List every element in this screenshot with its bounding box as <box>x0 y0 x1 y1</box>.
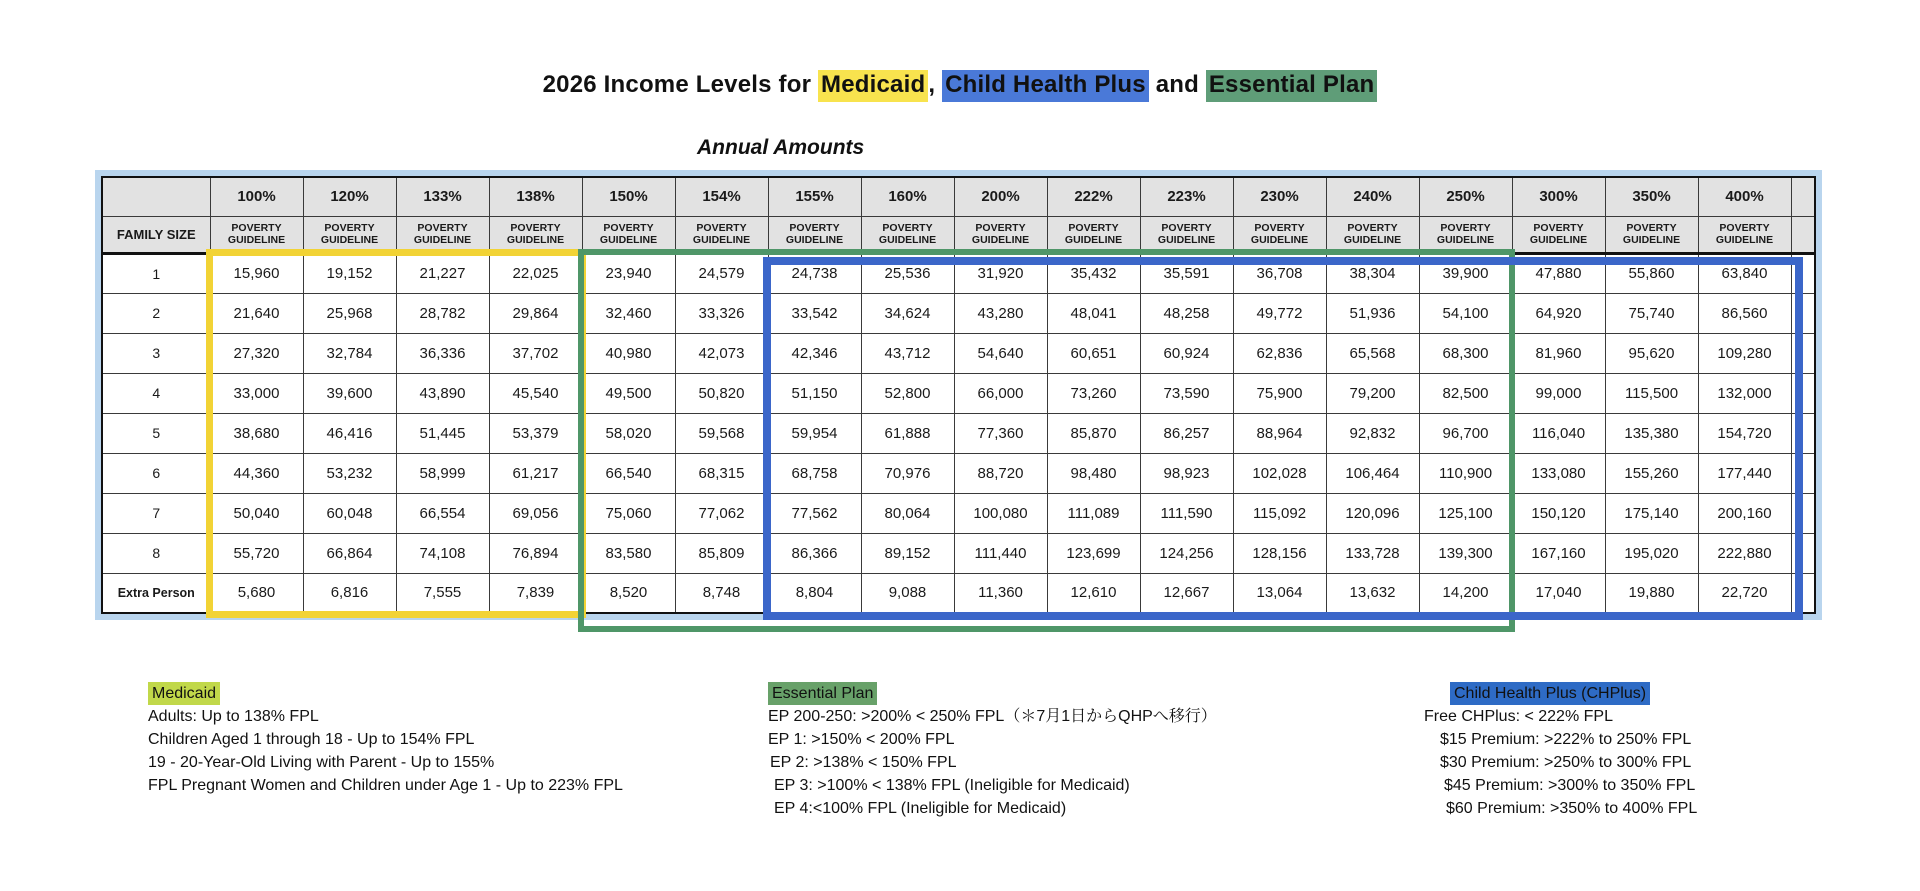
income-value-cell: 35,432 <box>1047 253 1140 293</box>
income-value-cell: 89,152 <box>861 533 954 573</box>
income-value-cell: 28,782 <box>396 293 489 333</box>
col-header-300%: 300% <box>1512 177 1605 216</box>
income-value-cell: 46,416 <box>303 413 396 453</box>
legend-line: $60 Premium: >350% to 400% FPL <box>1446 800 1698 817</box>
col-header-138%: 138% <box>489 177 582 216</box>
extra-col-cell <box>1791 293 1815 333</box>
income-value-cell: 155,260 <box>1605 453 1698 493</box>
income-value-cell: 8,804 <box>768 573 861 613</box>
income-value-cell: 25,536 <box>861 253 954 293</box>
income-value-cell: 24,738 <box>768 253 861 293</box>
title-medicaid-highlight: Medicaid <box>818 70 928 102</box>
legend-line: 19 - 20-Year-Old Living with Parent - Up to 155% <box>148 754 495 771</box>
legend-medicaid <box>148 682 623 797</box>
income-value-cell: 33,326 <box>675 293 768 333</box>
family-size-cell: Extra Person <box>102 573 210 613</box>
income-value-cell: 65,568 <box>1326 333 1419 373</box>
table-row <box>102 293 1815 333</box>
legend-line: $15 Premium: >222% to 250% FPL <box>1440 731 1692 748</box>
table-row <box>102 333 1815 373</box>
income-value-cell: 111,590 <box>1140 493 1233 533</box>
income-value-cell: 40,980 <box>582 333 675 373</box>
income-value-cell: 34,624 <box>861 293 954 333</box>
title-separator1: , <box>928 71 943 98</box>
income-value-cell: 13,632 <box>1326 573 1419 613</box>
income-value-cell: 48,041 <box>1047 293 1140 333</box>
legend-line: EP 200-250: >200% < 250% FPL（＊7月1日からQHPへ移行） <box>768 708 1217 725</box>
title-separator2: and <box>1148 71 1206 98</box>
income-value-cell: 29,864 <box>489 293 582 333</box>
income-value-cell: 36,708 <box>1233 253 1326 293</box>
income-value-cell: 31,920 <box>954 253 1047 293</box>
poverty-guideline-header: POVERTY GUIDELINE <box>861 216 954 253</box>
income-value-cell: 154,720 <box>1698 413 1791 453</box>
income-value-cell: 133,080 <box>1512 453 1605 493</box>
title-chplus-highlight: Child Health Plus <box>942 70 1149 102</box>
table-frame <box>95 170 1822 620</box>
table-body <box>102 253 1815 613</box>
income-value-cell: 60,651 <box>1047 333 1140 373</box>
income-value-cell: 66,000 <box>954 373 1047 413</box>
income-value-cell: 51,150 <box>768 373 861 413</box>
income-value-cell: 111,089 <box>1047 493 1140 533</box>
poverty-guideline-header: POVERTY GUIDELINE <box>1326 216 1419 253</box>
income-value-cell: 66,540 <box>582 453 675 493</box>
income-value-cell: 19,880 <box>1605 573 1698 613</box>
income-value-cell: 120,096 <box>1326 493 1419 533</box>
income-value-cell: 36,336 <box>396 333 489 373</box>
income-value-cell: 123,699 <box>1047 533 1140 573</box>
income-value-cell: 68,300 <box>1419 333 1512 373</box>
income-value-cell: 116,040 <box>1512 413 1605 453</box>
poverty-guideline-header: POVERTY GUIDELINE <box>675 216 768 253</box>
income-value-cell: 19,152 <box>303 253 396 293</box>
col-header-223%: 223% <box>1140 177 1233 216</box>
family-size-cell: 5 <box>102 413 210 453</box>
income-value-cell: 12,667 <box>1140 573 1233 613</box>
income-value-cell: 7,555 <box>396 573 489 613</box>
income-value-cell: 58,020 <box>582 413 675 453</box>
income-value-cell: 55,720 <box>210 533 303 573</box>
income-value-cell: 77,062 <box>675 493 768 533</box>
income-value-cell: 167,160 <box>1512 533 1605 573</box>
income-value-cell: 43,280 <box>954 293 1047 333</box>
income-value-cell: 32,460 <box>582 293 675 333</box>
title-text-prefix: 2026 Income Levels for <box>542 71 819 98</box>
income-value-cell: 125,100 <box>1419 493 1512 533</box>
extra-col-cell <box>1791 413 1815 453</box>
extra-col-cell <box>1791 533 1815 573</box>
family-size-cell: 3 <box>102 333 210 373</box>
income-value-cell: 75,740 <box>1605 293 1698 333</box>
income-value-cell: 44,360 <box>210 453 303 493</box>
income-value-cell: 99,000 <box>1512 373 1605 413</box>
income-value-cell: 83,580 <box>582 533 675 573</box>
income-value-cell: 111,440 <box>954 533 1047 573</box>
income-value-cell: 88,720 <box>954 453 1047 493</box>
income-value-cell: 35,591 <box>1140 253 1233 293</box>
income-value-cell: 109,280 <box>1698 333 1791 373</box>
income-value-cell: 77,562 <box>768 493 861 533</box>
income-value-cell: 60,924 <box>1140 333 1233 373</box>
income-value-cell: 102,028 <box>1233 453 1326 493</box>
income-value-cell: 15,960 <box>210 253 303 293</box>
income-value-cell: 8,520 <box>582 573 675 613</box>
legend-essential-plan-label: Essential Plan <box>768 682 877 705</box>
income-value-cell: 13,064 <box>1233 573 1326 613</box>
extra-col-cell <box>1791 493 1815 533</box>
col-header-240%: 240% <box>1326 177 1419 216</box>
income-value-cell: 200,160 <box>1698 493 1791 533</box>
income-value-cell: 53,379 <box>489 413 582 453</box>
col-header-160%: 160% <box>861 177 954 216</box>
poverty-guideline-header: POVERTY GUIDELINE <box>582 216 675 253</box>
income-value-cell: 175,140 <box>1605 493 1698 533</box>
col-header-222%: 222% <box>1047 177 1140 216</box>
family-size-cell: 8 <box>102 533 210 573</box>
income-value-cell: 33,542 <box>768 293 861 333</box>
income-value-cell: 58,999 <box>396 453 489 493</box>
title-essential-plan-highlight: Essential Plan <box>1206 70 1378 102</box>
income-value-cell: 61,217 <box>489 453 582 493</box>
income-value-cell: 86,366 <box>768 533 861 573</box>
poverty-guideline-header-row <box>102 216 1815 253</box>
col-header-250%: 250% <box>1419 177 1512 216</box>
col-header-200%: 200% <box>954 177 1047 216</box>
family-size-header: FAMILY SIZE <box>102 216 210 253</box>
income-value-cell: 27,320 <box>210 333 303 373</box>
income-value-cell: 98,923 <box>1140 453 1233 493</box>
income-value-cell: 132,000 <box>1698 373 1791 413</box>
col-header-155%: 155% <box>768 177 861 216</box>
col-header-120%: 120% <box>303 177 396 216</box>
legend-line: FPL Pregnant Women and Children under Age 1 - Up to 223% FPL <box>148 777 623 794</box>
income-value-cell: 54,100 <box>1419 293 1512 333</box>
poverty-guideline-header: POVERTY GUIDELINE <box>1605 216 1698 253</box>
col-header-350%: 350% <box>1605 177 1698 216</box>
page-title <box>0 71 1920 99</box>
family-size-cell: 4 <box>102 373 210 413</box>
poverty-guideline-header: POVERTY GUIDELINE <box>954 216 1047 253</box>
family-size-cell: 6 <box>102 453 210 493</box>
income-value-cell: 85,870 <box>1047 413 1140 453</box>
income-value-cell: 195,020 <box>1605 533 1698 573</box>
income-value-cell: 22,025 <box>489 253 582 293</box>
poverty-guideline-header: POVERTY GUIDELINE <box>210 216 303 253</box>
poverty-guideline-header: POVERTY GUIDELINE <box>768 216 861 253</box>
legend-line: EP 4:<100% FPL (Ineligible for Medicaid) <box>774 800 1067 817</box>
income-value-cell: 32,784 <box>303 333 396 373</box>
income-value-cell: 73,590 <box>1140 373 1233 413</box>
income-value-cell: 139,300 <box>1419 533 1512 573</box>
table-row <box>102 533 1815 573</box>
income-value-cell: 9,088 <box>861 573 954 613</box>
income-value-cell: 39,900 <box>1419 253 1512 293</box>
family-size-cell: 1 <box>102 253 210 293</box>
income-value-cell: 222,880 <box>1698 533 1791 573</box>
extra-col-cell <box>1791 253 1815 293</box>
income-value-cell: 68,315 <box>675 453 768 493</box>
income-value-cell: 47,880 <box>1512 253 1605 293</box>
income-value-cell: 51,445 <box>396 413 489 453</box>
income-table <box>101 176 1816 614</box>
legend-line: Children Aged 1 through 18 - Up to 154% FPL <box>148 731 475 748</box>
income-value-cell: 21,640 <box>210 293 303 333</box>
income-value-cell: 150,120 <box>1512 493 1605 533</box>
income-value-cell: 25,968 <box>303 293 396 333</box>
income-value-cell: 98,480 <box>1047 453 1140 493</box>
table-row <box>102 493 1815 533</box>
income-value-cell: 55,860 <box>1605 253 1698 293</box>
extra-col-cell <box>1791 373 1815 413</box>
income-value-cell: 5,680 <box>210 573 303 613</box>
income-value-cell: 54,640 <box>954 333 1047 373</box>
extra-col-header <box>1791 216 1815 253</box>
income-value-cell: 80,064 <box>861 493 954 533</box>
income-value-cell: 60,048 <box>303 493 396 533</box>
income-value-cell: 21,227 <box>396 253 489 293</box>
income-value-cell: 37,702 <box>489 333 582 373</box>
legend-line: EP 1: >150% < 200% FPL <box>768 731 955 748</box>
income-value-cell: 61,888 <box>861 413 954 453</box>
income-value-cell: 76,894 <box>489 533 582 573</box>
income-value-cell: 8,748 <box>675 573 768 613</box>
family-size-cell: 7 <box>102 493 210 533</box>
income-value-cell: 92,832 <box>1326 413 1419 453</box>
income-value-cell: 73,260 <box>1047 373 1140 413</box>
income-value-cell: 42,073 <box>675 333 768 373</box>
legend-line: $30 Premium: >250% to 300% FPL <box>1440 754 1692 771</box>
income-value-cell: 115,500 <box>1605 373 1698 413</box>
income-value-cell: 52,800 <box>861 373 954 413</box>
income-value-cell: 22,720 <box>1698 573 1791 613</box>
poverty-guideline-header: POVERTY GUIDELINE <box>1698 216 1791 253</box>
income-value-cell: 63,840 <box>1698 253 1791 293</box>
income-value-cell: 81,960 <box>1512 333 1605 373</box>
income-value-cell: 70,976 <box>861 453 954 493</box>
income-value-cell: 124,256 <box>1140 533 1233 573</box>
annual-amounts-subtitle: Annual Amounts <box>697 136 865 159</box>
income-value-cell: 50,820 <box>675 373 768 413</box>
income-value-cell: 50,040 <box>210 493 303 533</box>
income-value-cell: 38,680 <box>210 413 303 453</box>
income-value-cell: 177,440 <box>1698 453 1791 493</box>
income-value-cell: 38,304 <box>1326 253 1419 293</box>
income-value-cell: 24,579 <box>675 253 768 293</box>
income-value-cell: 11,360 <box>954 573 1047 613</box>
extra-col-cell <box>1791 333 1815 373</box>
income-value-cell: 75,060 <box>582 493 675 533</box>
poverty-guideline-header: POVERTY GUIDELINE <box>303 216 396 253</box>
extra-col-cell <box>1791 453 1815 493</box>
poverty-guideline-header: POVERTY GUIDELINE <box>396 216 489 253</box>
income-value-cell: 42,346 <box>768 333 861 373</box>
legend-line: Adults: Up to 138% FPL <box>148 708 319 725</box>
income-value-cell: 7,839 <box>489 573 582 613</box>
income-value-cell: 85,809 <box>675 533 768 573</box>
income-value-cell: 43,890 <box>396 373 489 413</box>
income-value-cell: 115,092 <box>1233 493 1326 533</box>
income-value-cell: 133,728 <box>1326 533 1419 573</box>
table-row <box>102 573 1815 613</box>
income-value-cell: 86,257 <box>1140 413 1233 453</box>
income-value-cell: 82,500 <box>1419 373 1512 413</box>
income-value-cell: 74,108 <box>396 533 489 573</box>
income-value-cell: 49,500 <box>582 373 675 413</box>
income-value-cell: 33,000 <box>210 373 303 413</box>
family-size-cell: 2 <box>102 293 210 333</box>
poverty-guideline-header: POVERTY GUIDELINE <box>1047 216 1140 253</box>
income-value-cell: 62,836 <box>1233 333 1326 373</box>
income-value-cell: 96,700 <box>1419 413 1512 453</box>
income-value-cell: 23,940 <box>582 253 675 293</box>
legend-line: EP 3: >100% < 138% FPL (Ineligible for Medicaid) <box>774 777 1130 794</box>
income-value-cell: 68,758 <box>768 453 861 493</box>
legend-medicaid-label: Medicaid <box>148 682 220 705</box>
income-value-cell: 128,156 <box>1233 533 1326 573</box>
income-value-cell: 51,936 <box>1326 293 1419 333</box>
extra-col-header <box>1791 177 1815 216</box>
legend-line: EP 2: >138% < 150% FPL <box>770 754 957 771</box>
table-head <box>102 177 1815 253</box>
corner-cell <box>102 177 210 216</box>
income-value-cell: 135,380 <box>1605 413 1698 453</box>
income-value-cell: 49,772 <box>1233 293 1326 333</box>
income-value-cell: 100,080 <box>954 493 1047 533</box>
income-value-cell: 64,920 <box>1512 293 1605 333</box>
income-value-cell: 53,232 <box>303 453 396 493</box>
poverty-guideline-header: POVERTY GUIDELINE <box>1419 216 1512 253</box>
col-header-133%: 133% <box>396 177 489 216</box>
income-value-cell: 88,964 <box>1233 413 1326 453</box>
income-value-cell: 39,600 <box>303 373 396 413</box>
table-row <box>102 373 1815 413</box>
income-value-cell: 77,360 <box>954 413 1047 453</box>
income-value-cell: 95,620 <box>1605 333 1698 373</box>
poverty-guideline-header: POVERTY GUIDELINE <box>1512 216 1605 253</box>
poverty-guideline-header: POVERTY GUIDELINE <box>1233 216 1326 253</box>
income-value-cell: 43,712 <box>861 333 954 373</box>
col-header-150%: 150% <box>582 177 675 216</box>
percent-header-row <box>102 177 1815 216</box>
poverty-guideline-header: POVERTY GUIDELINE <box>1140 216 1233 253</box>
income-value-cell: 14,200 <box>1419 573 1512 613</box>
income-value-cell: 59,568 <box>675 413 768 453</box>
table-row <box>102 253 1815 293</box>
table-row <box>102 413 1815 453</box>
income-value-cell: 69,056 <box>489 493 582 533</box>
extra-col-cell <box>1791 573 1815 613</box>
col-header-400%: 400% <box>1698 177 1791 216</box>
income-value-cell: 17,040 <box>1512 573 1605 613</box>
income-value-cell: 59,954 <box>768 413 861 453</box>
income-value-cell: 12,610 <box>1047 573 1140 613</box>
poverty-guideline-header: POVERTY GUIDELINE <box>489 216 582 253</box>
legend-chplus-label: Child Health Plus (CHPlus) <box>1450 682 1650 705</box>
income-value-cell: 6,816 <box>303 573 396 613</box>
legend-essential-plan <box>768 682 1217 820</box>
income-value-cell: 75,900 <box>1233 373 1326 413</box>
income-value-cell: 66,554 <box>396 493 489 533</box>
income-value-cell: 106,464 <box>1326 453 1419 493</box>
legend-line: Free CHPlus: < 222% FPL <box>1424 708 1613 725</box>
income-value-cell: 79,200 <box>1326 373 1419 413</box>
legend-chplus <box>1424 682 1697 820</box>
col-header-230%: 230% <box>1233 177 1326 216</box>
col-header-100%: 100% <box>210 177 303 216</box>
income-value-cell: 66,864 <box>303 533 396 573</box>
income-value-cell: 110,900 <box>1419 453 1512 493</box>
income-value-cell: 48,258 <box>1140 293 1233 333</box>
income-value-cell: 45,540 <box>489 373 582 413</box>
table-row <box>102 453 1815 493</box>
col-header-154%: 154% <box>675 177 768 216</box>
income-value-cell: 86,560 <box>1698 293 1791 333</box>
legend-line: $45 Premium: >300% to 350% FPL <box>1444 777 1696 794</box>
